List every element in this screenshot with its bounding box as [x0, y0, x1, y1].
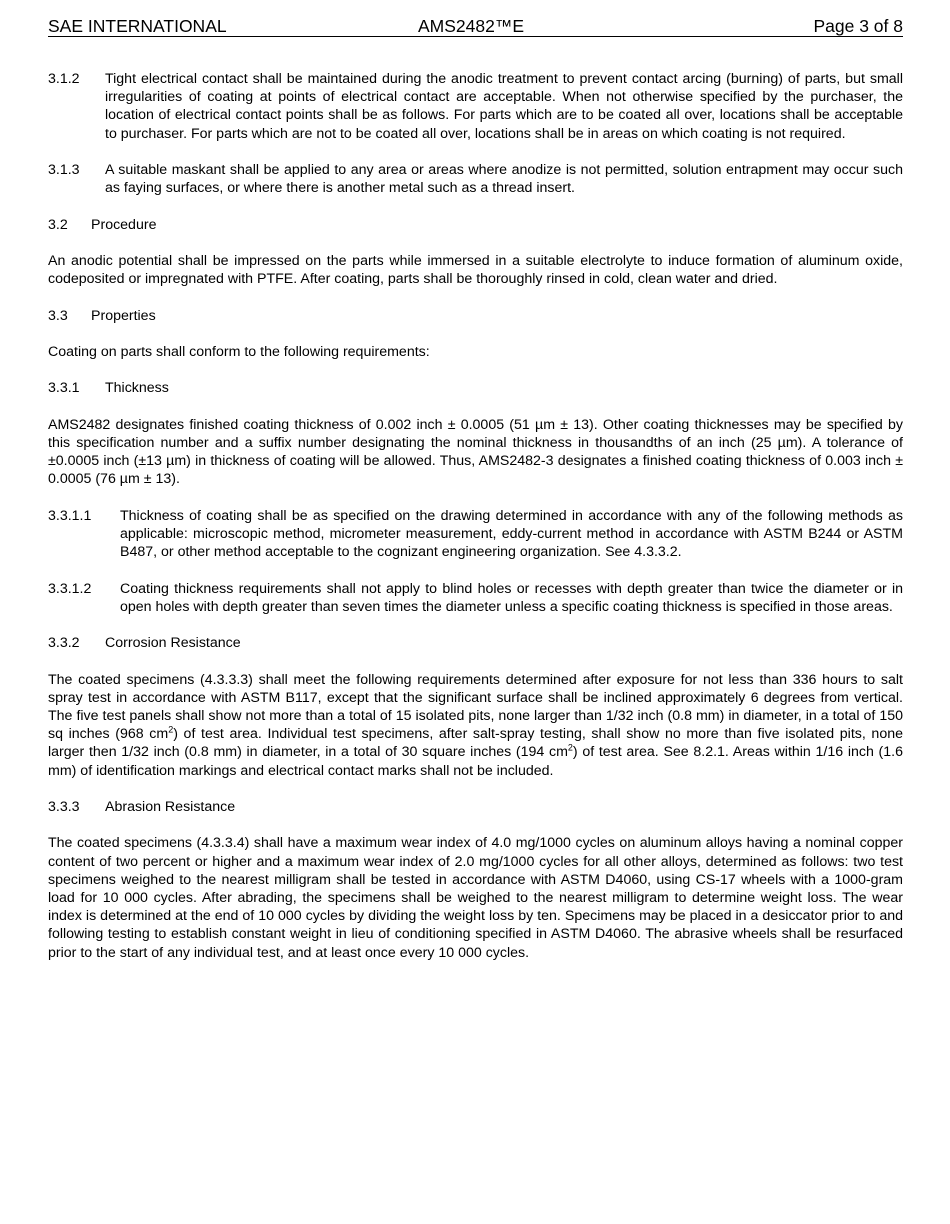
section-3-3-1-heading: [48, 379, 903, 397]
section-number: 3.1.3: [48, 162, 80, 178]
header-page-number: Page 3 of 8: [813, 16, 903, 36]
section-3-3-1-1: [48, 507, 903, 562]
text-part: ) of test area. See 8.2.1. Areas within 1/16 inch (1.6 mm) of identification markings and electrical contact marks shall not be included.: [48, 744, 903, 779]
section-3-3-3-text: The coated specimens (4.3.3.4) shall have a maximum wear index of 4.0 mg/1000 cycles on aluminum alloys having a nominal copper content of two percent or higher and a maximum wear index of 2.0 mg/1000 cycles for all other alloys, determined as follows: two test specimens weighed to the nearest milligram shall be tested in accordance with ASTM D4060, using CS-17 wheels with a 1000-gram load for 10 000 cycles. After abrading, the specimens shall be weighed to the nearest milligram to determine weight loss. The wear index is determined at the end of 10 000 cycles by dividing the weight loss by ten. Specimens may be placed in a desiccator prior to and following testing to establish constant weight in lieu of conditioning specified in ASTM D4060. The abrasive wheels shall be resurfaced prior to the start of any individual test, and at least once every 10 000 cycles.: [48, 835, 903, 961]
section-text: A suitable maskant shall be applied to any area or areas where anodize is not permitted, solution entrapment may occur such as faying surfaces, or where there is another metal such as a thread insert.: [105, 162, 903, 197]
section-3-1-2: [48, 70, 903, 143]
section-number: 3.3.2: [48, 635, 80, 652]
section-title: Abrasion Resistance: [105, 798, 236, 815]
section-text: Coating thickness requirements shall not apply to blind holes or recesses with depth greater than twice the diameter or in open holes with depth greater than seven times the diameter unless a specific coating thickness is specified in those areas.: [120, 580, 903, 615]
section-text: Tight electrical contact shall be maintained during the anodic treatment to prevent contact arcing (burning) of parts, but small irregularities of coating at points of electrical contact are acceptable. When not otherwise specified by the purchaser, the location of electrical contact points shall be as follows. For parts which are to be coated all over, locations shall be acceptable to purchaser. For parts which are not to be coated all over, locations shall be in areas on which coating is not required.: [105, 71, 903, 142]
section-title: Thickness: [105, 380, 169, 397]
section-title: Procedure: [91, 216, 157, 233]
page-header: [48, 14, 903, 37]
section-number: 3.2: [48, 216, 68, 233]
section-number: 3.1.2: [48, 71, 80, 87]
section-3-3-3-heading: [48, 798, 903, 816]
text-part: The coated specimens (4.3.3.3) shall meet the following requirements determined after exposure for not less than 336 hours to salt spray test in accordance with ASTM B117, except that the significant surface shall be inclined approximately 6 degrees from vertical. The five test panels shall show not more than a total of 15 isolated pits, none larger than 1/32 inch (0.8 mm) in diameter, in a total of 150 sq inches (968 cm: [48, 671, 903, 743]
section-title: Properties: [91, 307, 156, 324]
section-number: 3.3.1: [48, 380, 80, 397]
section-3-3-1-2: [48, 580, 903, 616]
section-number: 3.3.1.2: [48, 580, 92, 597]
header-doc-id: AMS2482™E: [418, 16, 525, 36]
superscript: 2: [168, 724, 174, 735]
section-text: Thickness of coating shall be as specified on the drawing determined in accordance with any of the following methods as applicable: microscopic method, micrometer measurement, eddy-current method in accordance with ASTM B244 or ASTM B487, or other method acceptable to the cognizant engineering organization. See 4.3.3.2.: [120, 507, 903, 561]
section-3-3-2-heading: [48, 634, 903, 652]
section-3-3-2-text: [48, 671, 903, 780]
section-number: 3.3: [48, 307, 68, 324]
section-3-3-heading: [48, 307, 903, 325]
section-3-2-text: An anodic potential shall be impressed on the parts while immersed in a suitable electrolyte to induce formation of aluminum oxide, codeposited or impregnated with PTFE. After coating, parts shall be thoroughly rinsed in cold, clean water and dried.: [48, 252, 903, 288]
header-org: SAE INTERNATIONAL: [48, 16, 227, 36]
superscript: 2: [567, 742, 573, 753]
section-3-3-1-text: AMS2482 designates finished coating thickness of 0.002 inch ± 0.0005 (51 µm ± 13). Other coating thicknesses may be specified by this specification number and a suffix number designating the nominal thickness in thousandths of an inch (25 µm). A tolerance of ±0.0005 inch (±13 µm) in thickness of coating will be allowed. Thus, AMS2482-3 designates a finished coating thickness of 0.003 inch ± 0.0005 (76 µm ± 13).: [48, 416, 903, 488]
section-number: 3.3.1.1: [48, 507, 92, 524]
section-3-1-3: [48, 161, 903, 197]
document-body: [48, 70, 903, 980]
section-title: Corrosion Resistance: [105, 635, 241, 652]
section-3-2-heading: [48, 216, 903, 234]
section-number: 3.3.3: [48, 798, 80, 815]
section-3-3-text: Coating on parts shall conform to the following requirements:: [48, 343, 430, 360]
text-part: ) of test area. Individual test specimens, after salt-spray testing, shall show no more than five isolated pits, none larger then 1/32 inch (0.8 mm) in diameter, in a total of 30 square inches (194 cm: [48, 726, 903, 761]
